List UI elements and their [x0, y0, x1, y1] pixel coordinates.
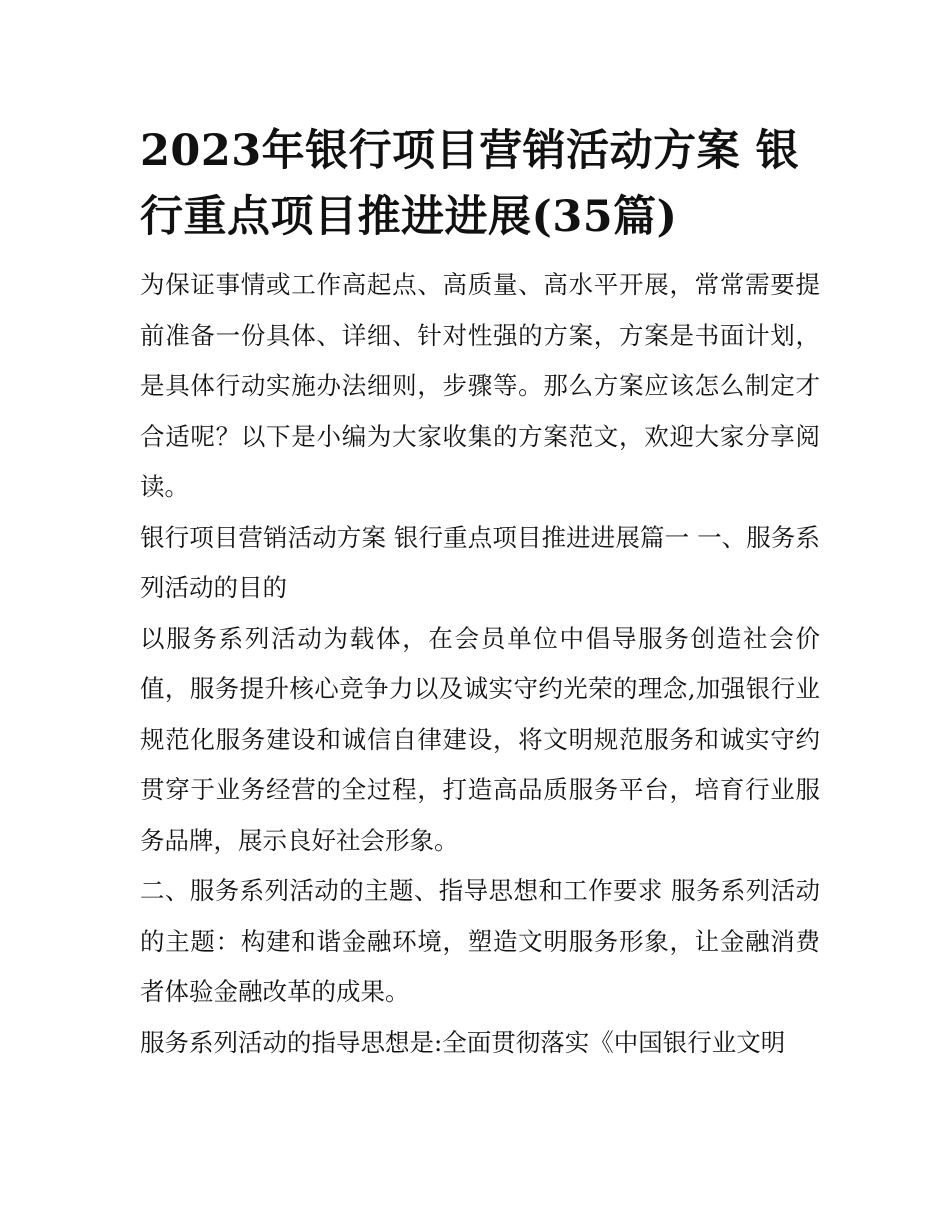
- paragraph-activity-purpose: 以服务系列活动为载体，在会员单位中倡导服务创造社会价值，服务提升核心竞争力以及诚实守约光荣的理念,加强银行业规范化服务建设和诚信自律建设，将文明规范服务和诚实守约贯穿于业务经营的全过程，打造高品质服务平台，培育行业服务品牌，展示良好社会形象。: [140, 623, 820, 855]
- paragraph-section-two-theme: 二、服务系列活动的主题、指导思想和工作要求 服务系列活动的主题：构建和谐金融环境，塑造文明服务形象，让金融消费者体验金融改革的成果。: [140, 876, 820, 1006]
- paragraph-section-one-heading: 银行项目营销活动方案 银行重点项目推进进展篇一 一、服务系列活动的目的: [140, 522, 820, 602]
- paragraph-intro: 为保证事情或工作高起点、高质量、高水平开展，常常需要提前准备一份具体、详细、针对性强的方案，方案是书面计划，是具体行动实施办法细则，步骤等。那么方案应该怎么制定才合适呢？以下是小编为大家收集的方案范文，欢迎大家分享阅读。: [140, 270, 820, 501]
- document-title: 2023年银行项目营销活动方案 银行重点项目推进进展(35篇): [140, 126, 800, 242]
- document-page: [140, 118, 820, 1068]
- paragraph-guiding-ideology: 服务系列活动的指导思想是:全面贯彻落实《中国银行业文明: [140, 1027, 786, 1057]
